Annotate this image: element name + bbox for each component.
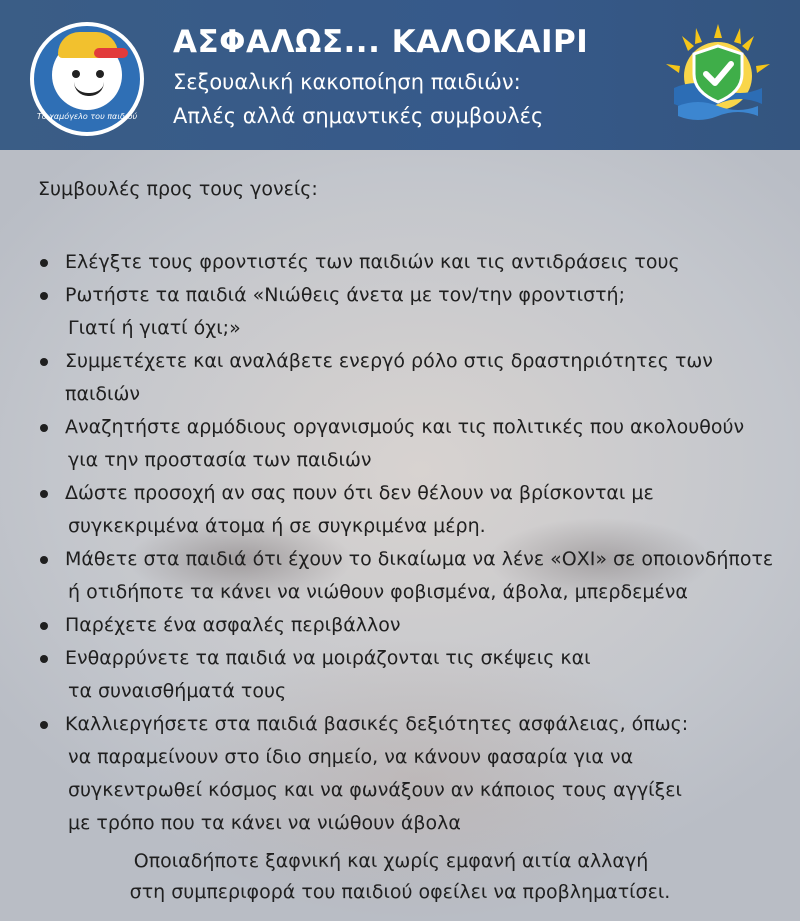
tip-text-continued: συγκεκριμένα άτομα ή σε συγκριμένα μέρη. [68,515,486,537]
list-item [38,411,778,477]
closing-line-1: Οποιαδήποτε ξαφνική και χωρίς εμφανή αιτία αλλαγή [133,850,649,872]
eye-icon [72,70,80,78]
subtitle-line-1: Σεξουαλική κακοποίηση παιδιών: [173,70,521,94]
closing-line-2: στη συμπεριφορά του παιδιού οφείλει να προβληματίσει. [129,881,671,903]
list-item [38,609,778,642]
content-area [0,150,800,921]
tip-text: Καλλιεργήσετε στα παιδιά βασικές δεξιότητες ασφάλειας, όπως: [65,713,689,735]
eye-icon [96,70,104,78]
sun-shield-check-icon [662,22,774,122]
intro-heading: Συμβουλές προς τους γονείς: [38,178,318,200]
list-item [38,477,778,543]
list-item [38,642,778,708]
tip-text: Ενθαρρύνετε τα παιδιά να μοιράζονται τις σκέψεις και [65,647,591,669]
list-item [38,246,778,279]
list-item [38,279,778,345]
cap-brim-icon [94,48,128,58]
tip-text-continued: Γιατί ή γιατί όχι;» [68,317,241,339]
tip-text-continued: για την προστασία των παιδιών [68,449,372,471]
tip-text: Αναζητήστε αρμόδιους οργανισμούς και τις πολιτικές που ακολουθούν [65,416,745,438]
header-banner [0,0,800,150]
list-item [38,543,778,609]
smile-of-the-child-logo [30,22,144,136]
tip-text: Δώστε προσοχή αν σας πουν ότι δεν θέλουν να βρίσκονται με [65,482,654,504]
tip-text-continued: ή οτιδήποτε τα κάνει να νιώθουν φοβισμένα, άβολα, μπερδεμένα [68,581,688,603]
closing-note [0,846,800,908]
tip-text: Ρωτήστε τα παιδιά «Νιώθεις άνετα με τον/την φροντιστή; [65,284,625,306]
tip-text-continued: τα συναισθήματά τους [68,680,287,702]
list-item [38,345,778,411]
tip-text: Ελέγξτε τους φροντιστές των παιδιών και τις αντιδράσεις τους [65,251,680,273]
tip-text-continued: με τρόπο που τα κάνει να νιώθουν άβολα [68,812,461,834]
logo-text: Το χαμόγελο του παιδιού [36,112,138,121]
list-item [38,708,778,840]
tips-list [38,246,778,840]
tip-text-continued: να παραμείνουν στο ίδιο σημείο, να κάνουν φασαρία για να [68,746,634,768]
tip-text: Συμμετέχετε και αναλάβετε ενεργό ρόλο στις δραστηριότητες των παιδιών [65,350,713,405]
tip-text-continued: συγκεντρωθεί κόσμος και να φωνάξουν αν κάποιος τους αγγίξει [68,779,682,801]
subtitle-line-2: Απλές αλλά σημαντικές συμβουλές [173,104,544,128]
tip-text: Μάθετε στα παιδιά ότι έχουν το δικαίωμα να λένε «ΟΧΙ» σε οποιονδήποτε [65,548,774,570]
tip-text: Παρέχετε ένα ασφαλές περιβάλλον [65,614,401,636]
page-title: ΑΣΦΑΛΩΣ... ΚΑΛΟΚΑΙΡΙ [173,24,589,60]
